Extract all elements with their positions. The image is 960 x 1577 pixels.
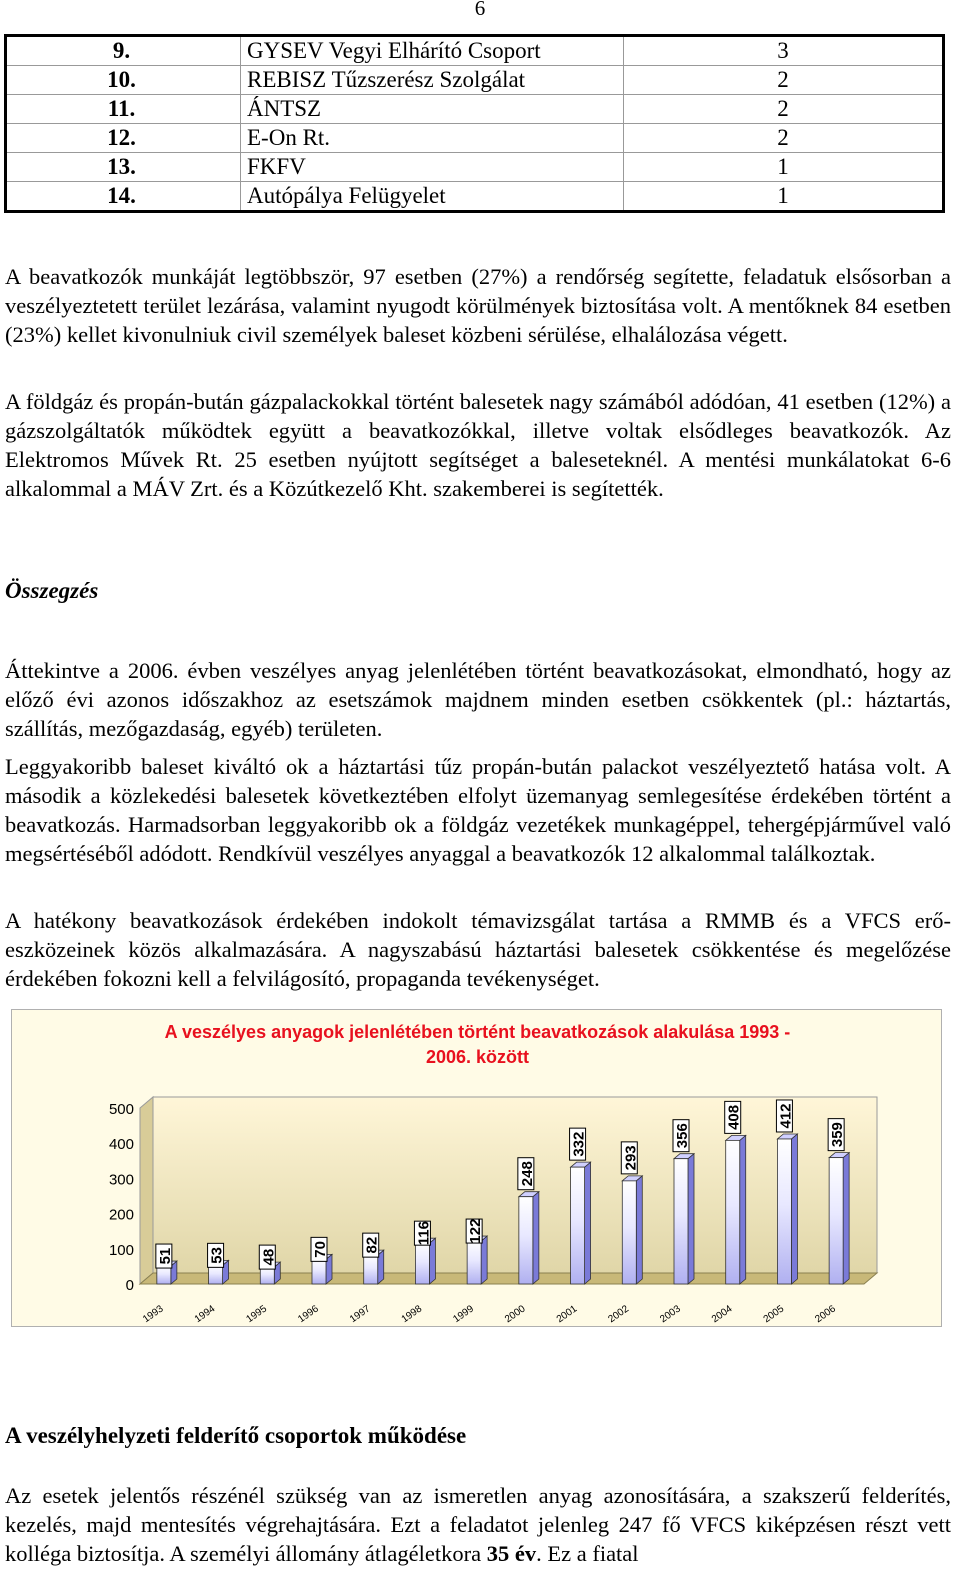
x-tick-label: 1999 xyxy=(451,1303,476,1326)
bar-side xyxy=(843,1153,849,1284)
organization-name: ÁNTSZ xyxy=(241,95,624,124)
data-label: 70 xyxy=(312,1241,329,1258)
table-row xyxy=(6,124,944,153)
bar xyxy=(260,1267,274,1284)
bar-side xyxy=(791,1134,797,1284)
x-tick-label: 2001 xyxy=(554,1303,580,1326)
paragraph-recon-text: Az esetek jelentős részénél szükség van az ismeretlen anyag azonosítására, a szakszerű felderítés, kezelés, majd mentesítés végrehajtására. Ezt a feladatot jelenleg 247 fő VFCS kiképzésen részt vett kolléga biztosítja. A személyi állomány átlagéletkora xyxy=(5,1483,951,1566)
paragraph-police-ambulance: A beavatkozók munkáját legtöbbször, 97 esetben (27%) a rendőrség segítette, feladatuk elsősorban a veszélyeztetett terület lezárása, valamint nyugodt körülmények biztosítása volt. A mentőknek 84 esetben (23%) kellet kivonulniuk civil személyek baleset közbeni sérülése, elhalálozása végett. xyxy=(5,264,951,347)
data-label: 412 xyxy=(777,1103,795,1129)
x-tick-label: 1993 xyxy=(141,1303,166,1326)
case-count: 3 xyxy=(624,36,944,66)
paragraph-gas-providers: A földgáz és propán-bután gázpalackokkal történt balesetek nagy számából adódóan, 41 esetben (12%) a gázszolgáltatók működtek együtt a beavatkozókkal, illetve voltak elsődleges beavatkozók. Az Elektromos Művek Rt. 25 esetben nyújtott segítséget a baleseteknél. A mentési munkálatokat 6-6 alkalommal a MÁV Zrt. és a Közútkezelő Kht. szakemberei is segítették. xyxy=(5,389,951,501)
organization-name: Autópálya Felügyelet xyxy=(241,182,624,212)
case-count: 1 xyxy=(624,182,944,212)
paragraph-recommendation: A hatékony beavatkozások érdekében indokolt témavizsgálat tartása a RMMB és a VFCS erő-eszközeinek közös alkalmazására. A nagyszabású háztartási balesetek csökkentése és megelőzése érdekében fokozni kell a felvilágosító, propaganda tevékenységet. xyxy=(5,908,951,991)
data-label: 248 xyxy=(518,1161,536,1187)
data-label: 116 xyxy=(415,1221,433,1246)
paragraph-overview: Áttekintve a 2006. évben veszélyes anyag jelenlétében történt beavatkozásokat, elmondható, hogy az előző évi azonos időszakhoz az esetszámok majdnem minden esetben csökkentek (pl.: háztartás, szállítás, mezőgazdaság, egyéb) területen. xyxy=(5,658,951,741)
section-heading-recon-groups: A veszélyhelyzeti felderítő csoportok működése xyxy=(5,1423,467,1448)
x-tick-label: 1998 xyxy=(399,1303,425,1326)
x-tick-label: 1995 xyxy=(244,1303,270,1326)
data-label: 359 xyxy=(829,1122,847,1148)
row-number: 12. xyxy=(6,124,241,153)
data-label: 293 xyxy=(622,1145,640,1171)
data-label: 356 xyxy=(674,1123,691,1149)
table-row xyxy=(6,66,944,95)
interventions-chart xyxy=(11,1009,942,1327)
bar xyxy=(209,1265,223,1284)
row-number: 13. xyxy=(6,153,241,182)
data-label: 53 xyxy=(208,1247,226,1264)
y-tick-label: 0 xyxy=(125,1277,134,1294)
data-label: 332 xyxy=(570,1131,588,1157)
x-tick-label: 2003 xyxy=(658,1303,683,1326)
bar xyxy=(571,1167,585,1284)
organization-name: E-On Rt. xyxy=(241,124,624,153)
paragraph-recon-groups xyxy=(5,1481,951,1568)
y-tick-label: 100 xyxy=(108,1241,134,1259)
table-row xyxy=(6,182,944,212)
data-label: 122 xyxy=(467,1218,485,1244)
chart-floor xyxy=(140,1273,877,1284)
x-tick-label: 1997 xyxy=(347,1303,373,1326)
table-row xyxy=(6,36,944,66)
paragraph-recon-text-end: . Ez a fiatal xyxy=(536,1541,639,1566)
data-label: 51 xyxy=(156,1247,174,1265)
bar xyxy=(829,1158,843,1284)
row-number: 11. xyxy=(6,95,241,124)
bar xyxy=(726,1140,740,1284)
bar-side xyxy=(636,1176,642,1284)
data-label: 82 xyxy=(363,1236,381,1254)
data-label: 48 xyxy=(260,1248,278,1266)
chart-title-line-2: 2006. között xyxy=(425,1047,530,1067)
organization-name: REBISZ Tűzszerész Szolgálat xyxy=(241,66,624,95)
bar xyxy=(777,1139,791,1284)
bar xyxy=(674,1159,688,1284)
x-tick-label: 2002 xyxy=(606,1303,632,1326)
y-tick-label: 300 xyxy=(108,1171,134,1189)
data-label: 408 xyxy=(725,1104,743,1130)
case-count: 2 xyxy=(624,95,944,124)
bar xyxy=(519,1197,533,1284)
bar xyxy=(312,1259,326,1284)
bar-side xyxy=(585,1162,591,1284)
case-count: 1 xyxy=(624,153,944,182)
case-count: 2 xyxy=(624,66,944,95)
x-tick-label: 2005 xyxy=(761,1303,787,1326)
paragraph-most-common-cause: Leggyakoribb baleset kiváltó ok a háztartási tűz propán-bután palackot veszélyeztető hatása volt. A második a közlekedési balesetek következtében elfolyt üzemanyag semlegesítése érdekében történt a beavatkozás. Harmadsorban leggyakoribb ok a földgáz vezetékek munkagéppel, tehergépjárművel való megsértéséből adódott. Rendkívül veszélyes anyaggal a beavatkozók 12 alkalommal találkoztak. xyxy=(5,754,951,866)
section-heading-summary: Összegzés xyxy=(5,578,99,603)
y-tick-label: 400 xyxy=(108,1136,134,1154)
bar-side xyxy=(740,1135,746,1284)
x-tick-label: 1994 xyxy=(192,1303,218,1326)
x-tick-label: 2000 xyxy=(503,1303,528,1326)
chart-title xyxy=(12,1020,943,1070)
x-tick-label: 2004 xyxy=(709,1303,735,1326)
average-age-value: 35 év xyxy=(486,1541,537,1566)
bar xyxy=(157,1266,171,1284)
y-tick-label: 200 xyxy=(108,1206,134,1224)
y-tick-label: 500 xyxy=(108,1101,134,1118)
table-row xyxy=(6,153,944,182)
chart-title-line-1: A veszélyes anyagok jelenlétében történt beavatkozások alakulása 1993 - xyxy=(164,1022,791,1042)
row-number: 9. xyxy=(6,36,241,66)
organizations-table xyxy=(4,34,945,213)
x-tick-label: 1996 xyxy=(296,1303,321,1326)
bar xyxy=(622,1181,636,1284)
bar xyxy=(415,1243,429,1284)
organization-name: GYSEV Vegyi Elhárító Csoport xyxy=(241,36,624,66)
chart-side-wall xyxy=(140,1097,153,1284)
case-count: 2 xyxy=(624,124,944,153)
table-row xyxy=(6,95,944,124)
bar xyxy=(364,1255,378,1284)
bar-side xyxy=(533,1192,539,1284)
organization-name: FKFV xyxy=(241,153,624,182)
page-number: 6 xyxy=(474,0,486,20)
bar-side xyxy=(688,1154,694,1284)
row-number: 10. xyxy=(6,66,241,95)
x-tick-label: 2006 xyxy=(813,1303,838,1326)
row-number: 14. xyxy=(6,182,241,212)
bar xyxy=(467,1241,481,1284)
